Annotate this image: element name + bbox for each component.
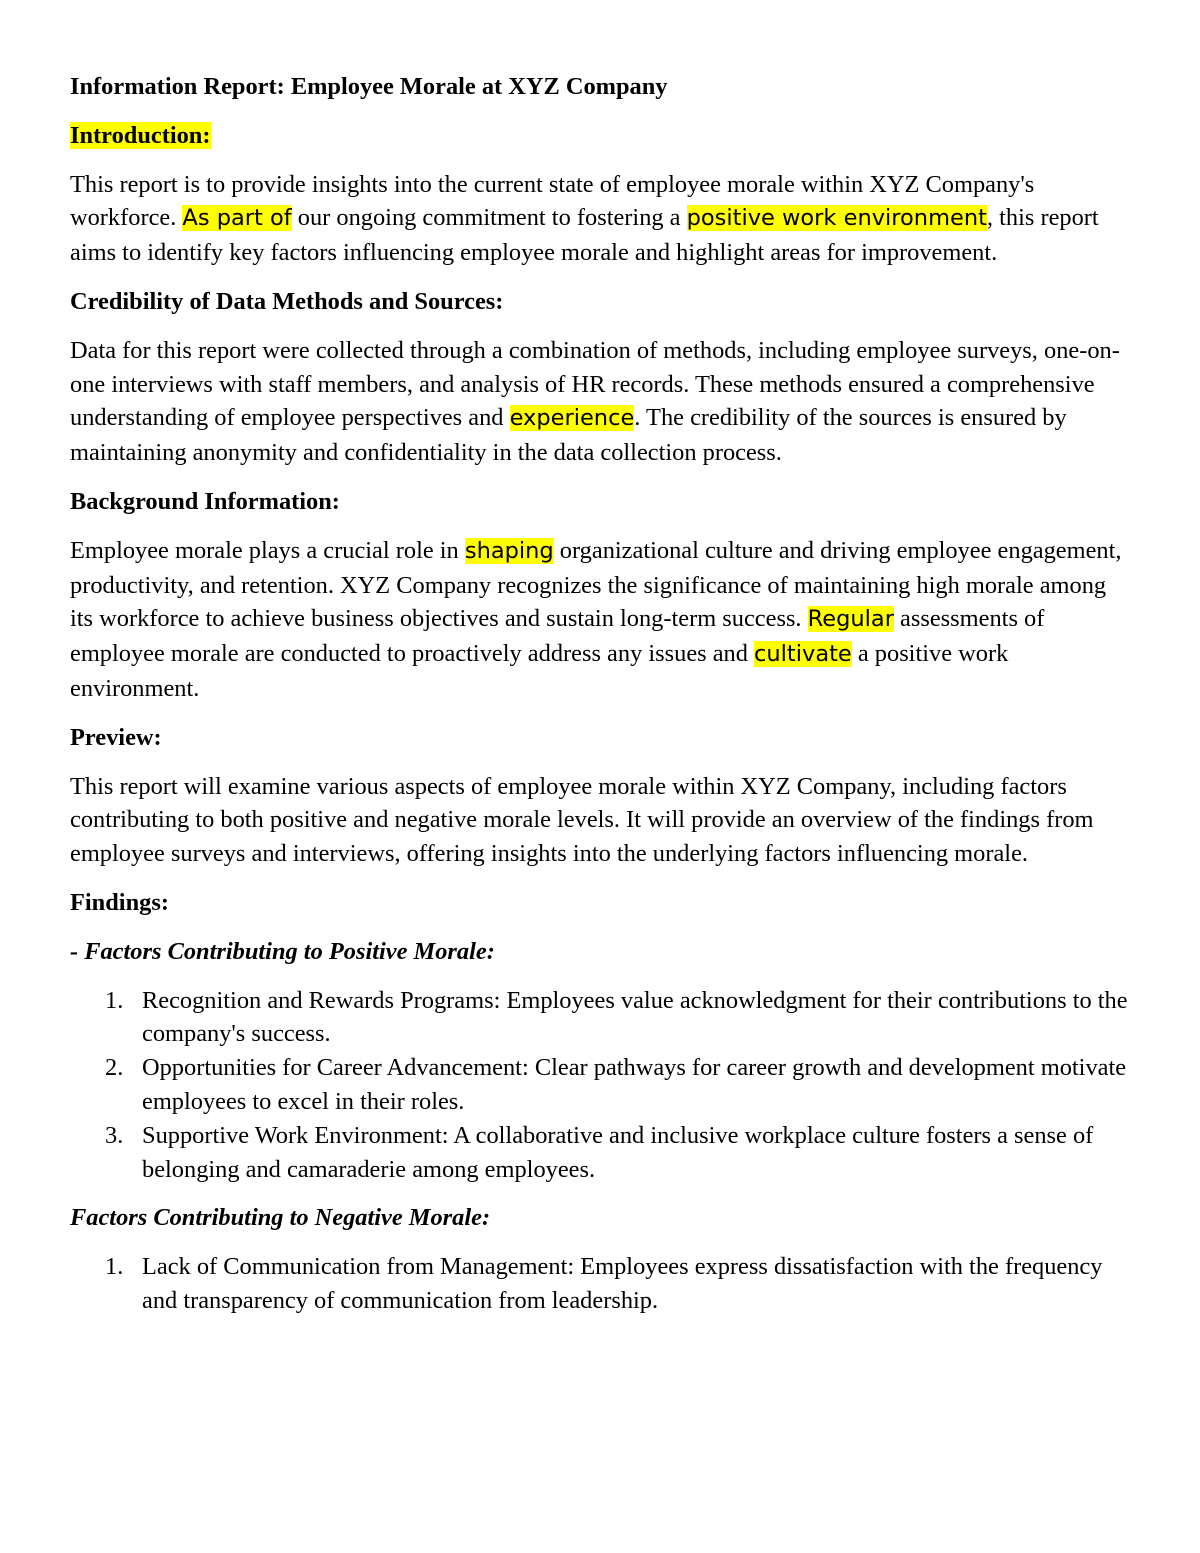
positive-factors-list bbox=[70, 984, 1132, 1187]
preview-heading: Preview: bbox=[70, 723, 162, 751]
negative-factors-list bbox=[70, 1250, 1132, 1318]
list-item bbox=[105, 1250, 1132, 1318]
list-item bbox=[105, 984, 1132, 1052]
introduction-paragraph bbox=[70, 168, 1132, 270]
background-paragraph bbox=[70, 534, 1132, 706]
list-item-number: 2. bbox=[105, 1054, 124, 1082]
list-item-number: 1. bbox=[105, 986, 124, 1014]
list-item bbox=[105, 1051, 1132, 1119]
background-text-1: Employee morale plays a crucial role in bbox=[70, 536, 465, 564]
list-item-number: 1. bbox=[105, 1253, 124, 1281]
highlight-positive-work-environment: positive work environment bbox=[686, 205, 987, 232]
list-item bbox=[105, 1119, 1132, 1187]
introduction-text-1: This report is to provide insights into the current state of employee morale within XYZ Company's workforce. bbox=[70, 170, 1035, 232]
list-item-text: Supportive Work Environment: A collaborative and inclusive workplace culture fosters a sense of belonging and camaraderie among employees. bbox=[142, 1121, 1094, 1183]
list-item-text: Lack of Communication from Management: Employees express dissatisfaction with the frequency and transparency of communication from leadership. bbox=[142, 1253, 1103, 1314]
credibility-text-1: Data for this report were collected through a combination of methods, including employee surveys, one-on-one interviews with staff members, and analysis of HR records. These methods ensured a comprehensive understanding of employee perspectives and bbox=[70, 336, 1120, 432]
introduction-heading bbox=[70, 119, 1132, 153]
credibility-text-2: . The credibility of the sources is ensured by maintaining anonymity and confidentiality in the data collection process. bbox=[70, 404, 1067, 467]
highlight-shaping: shaping bbox=[464, 537, 554, 564]
credibility-paragraph bbox=[70, 334, 1132, 470]
highlight-experience: experience bbox=[509, 405, 635, 432]
document-page bbox=[70, 70, 1132, 1318]
positive-factors-heading: - Factors Contributing to Positive Morale: bbox=[70, 937, 495, 965]
list-item-text: Recognition and Rewards Programs: Employees value acknowledgment for their contributions to the company's success. bbox=[142, 986, 1128, 1048]
report-title: Information Report: Employee Morale at XYZ Company bbox=[70, 73, 668, 100]
background-text-4: a positive work environment. bbox=[70, 640, 1009, 702]
findings-heading: Findings: bbox=[70, 888, 169, 916]
highlight-regular: Regular bbox=[807, 606, 894, 633]
background-text-2: organizational culture and driving employee engagement, productivity, and retention. XYZ Company recognizes the significance of maintaining high morale among its workforce to achieve business objectives and sustain long-term success. bbox=[70, 536, 1122, 633]
background-heading: Background Information: bbox=[70, 487, 340, 515]
negative-factors-heading: Factors Contributing to Negative Morale: bbox=[70, 1204, 491, 1232]
credibility-heading: Credibility of Data Methods and Sources: bbox=[70, 287, 504, 315]
introduction-heading-highlight: Introduction: bbox=[70, 121, 211, 149]
preview-paragraph: This report will examine various aspects of employee morale within XYZ Company, including factors contributing to both positive and negative morale levels. It will provide an overview of the findings from employee surveys and interviews, offering insights into the underlying factors influencing morale. bbox=[70, 772, 1094, 868]
introduction-text-2: our ongoing commitment to fostering a bbox=[291, 204, 687, 232]
highlight-as-part-of: As part of bbox=[182, 205, 292, 232]
introduction-text-3: , this report aims to identify key factors influencing employee morale and highlight areas for improvement. bbox=[70, 204, 1099, 267]
list-item-text: Opportunities for Career Advancement: Clear pathways for career growth and development motivate employees to excel in their roles. bbox=[142, 1054, 1127, 1115]
background-text-3: assessments of employee morale are conducted to proactively address any issues and bbox=[70, 605, 1045, 668]
list-item-number: 3. bbox=[105, 1121, 124, 1149]
highlight-cultivate: cultivate bbox=[754, 641, 852, 668]
